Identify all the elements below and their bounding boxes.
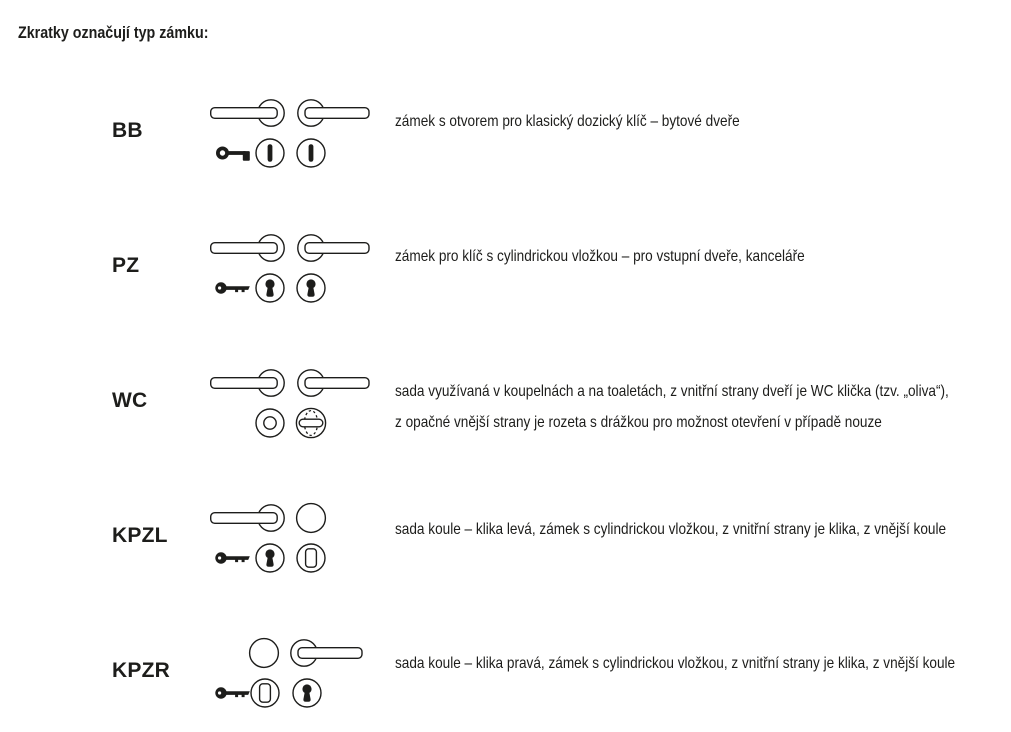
- door-knob-icon: [297, 504, 326, 533]
- lock-description-kpzl: [395, 521, 1011, 539]
- cylinder-key-icon: [215, 687, 250, 698]
- lever-handle-left-icon: [211, 100, 285, 126]
- lock-description-wc: [395, 376, 1011, 438]
- description-line: zámek s otvorem pro klasický dozický klíč – bytové dveře: [395, 113, 740, 130]
- lock-code-wc: WC: [112, 389, 148, 412]
- pz-keyhole-rosette-icon: [256, 544, 284, 572]
- lock-code-bb: BB: [112, 119, 143, 142]
- cylinder-key-icon: [215, 552, 250, 563]
- cylinder-key-icon: [215, 282, 250, 293]
- bb-keyhole-rosette-icon: [256, 139, 284, 167]
- pz-keyhole-rosette-icon: [297, 274, 325, 302]
- description-line: sada využívaná v koupelnách a na toaletách, z vnitřní strany dveří je WC klička (tzv. „oliva“),: [395, 383, 949, 400]
- pz-keyhole-rosette-icon: [256, 274, 284, 302]
- pz-keyhole-rosette-icon: [293, 679, 321, 707]
- blind-rosette-icon: [251, 679, 279, 707]
- lock-hardware-diagram-wc: [210, 368, 375, 438]
- lever-handle-right-icon: [298, 370, 369, 396]
- lock-code-pz: PZ: [112, 254, 140, 277]
- lock-code-kpzl: KPZL: [112, 524, 168, 547]
- blind-rosette-icon: [297, 544, 325, 572]
- description-line: sada koule – klika levá, zámek s cylindrickou vložkou, z vnitřní strany je klika, z vnější koule: [395, 521, 947, 538]
- description-line: sada koule – klika pravá, zámek s cylindrickou vložkou, z vnitřní strany je klika, z vnější koule: [395, 655, 956, 672]
- lever-handle-left-icon: [211, 370, 285, 396]
- description-line: zámek pro klíč s cylindrickou vložkou – pro vstupní dveře, kanceláře: [395, 248, 805, 265]
- door-knob-icon: [250, 639, 279, 668]
- lock-description-bb: [395, 113, 800, 131]
- lever-handle-right-icon: [298, 235, 369, 261]
- grooved-rosette-icon: [256, 409, 284, 437]
- lock-hardware-diagram-bb: [210, 98, 375, 168]
- wc-oliva-turn-rosette-icon: [296, 408, 325, 437]
- lock-hardware-diagram-kpzr: [210, 638, 375, 708]
- lever-handle-left-icon: [211, 505, 285, 531]
- lever-handle-left-icon: [211, 235, 285, 261]
- lever-handle-right-icon: [291, 640, 362, 666]
- description-line: z opačné vnější strany je rozeta s drážkou pro možnost otevření v případě nouze: [395, 414, 882, 431]
- lock-description-pz: [395, 248, 877, 266]
- classic-key-icon: [218, 148, 250, 160]
- lock-hardware-diagram-kpzl: [210, 503, 375, 573]
- lock-code-kpzr: KPZR: [112, 659, 170, 682]
- page-title: Zkratky označují typ zámku:: [18, 23, 209, 42]
- lock-description-kpzr: [395, 655, 1011, 673]
- lock-hardware-diagram-pz: [210, 233, 375, 303]
- lever-handle-right-icon: [298, 100, 369, 126]
- bb-keyhole-rosette-icon: [297, 139, 325, 167]
